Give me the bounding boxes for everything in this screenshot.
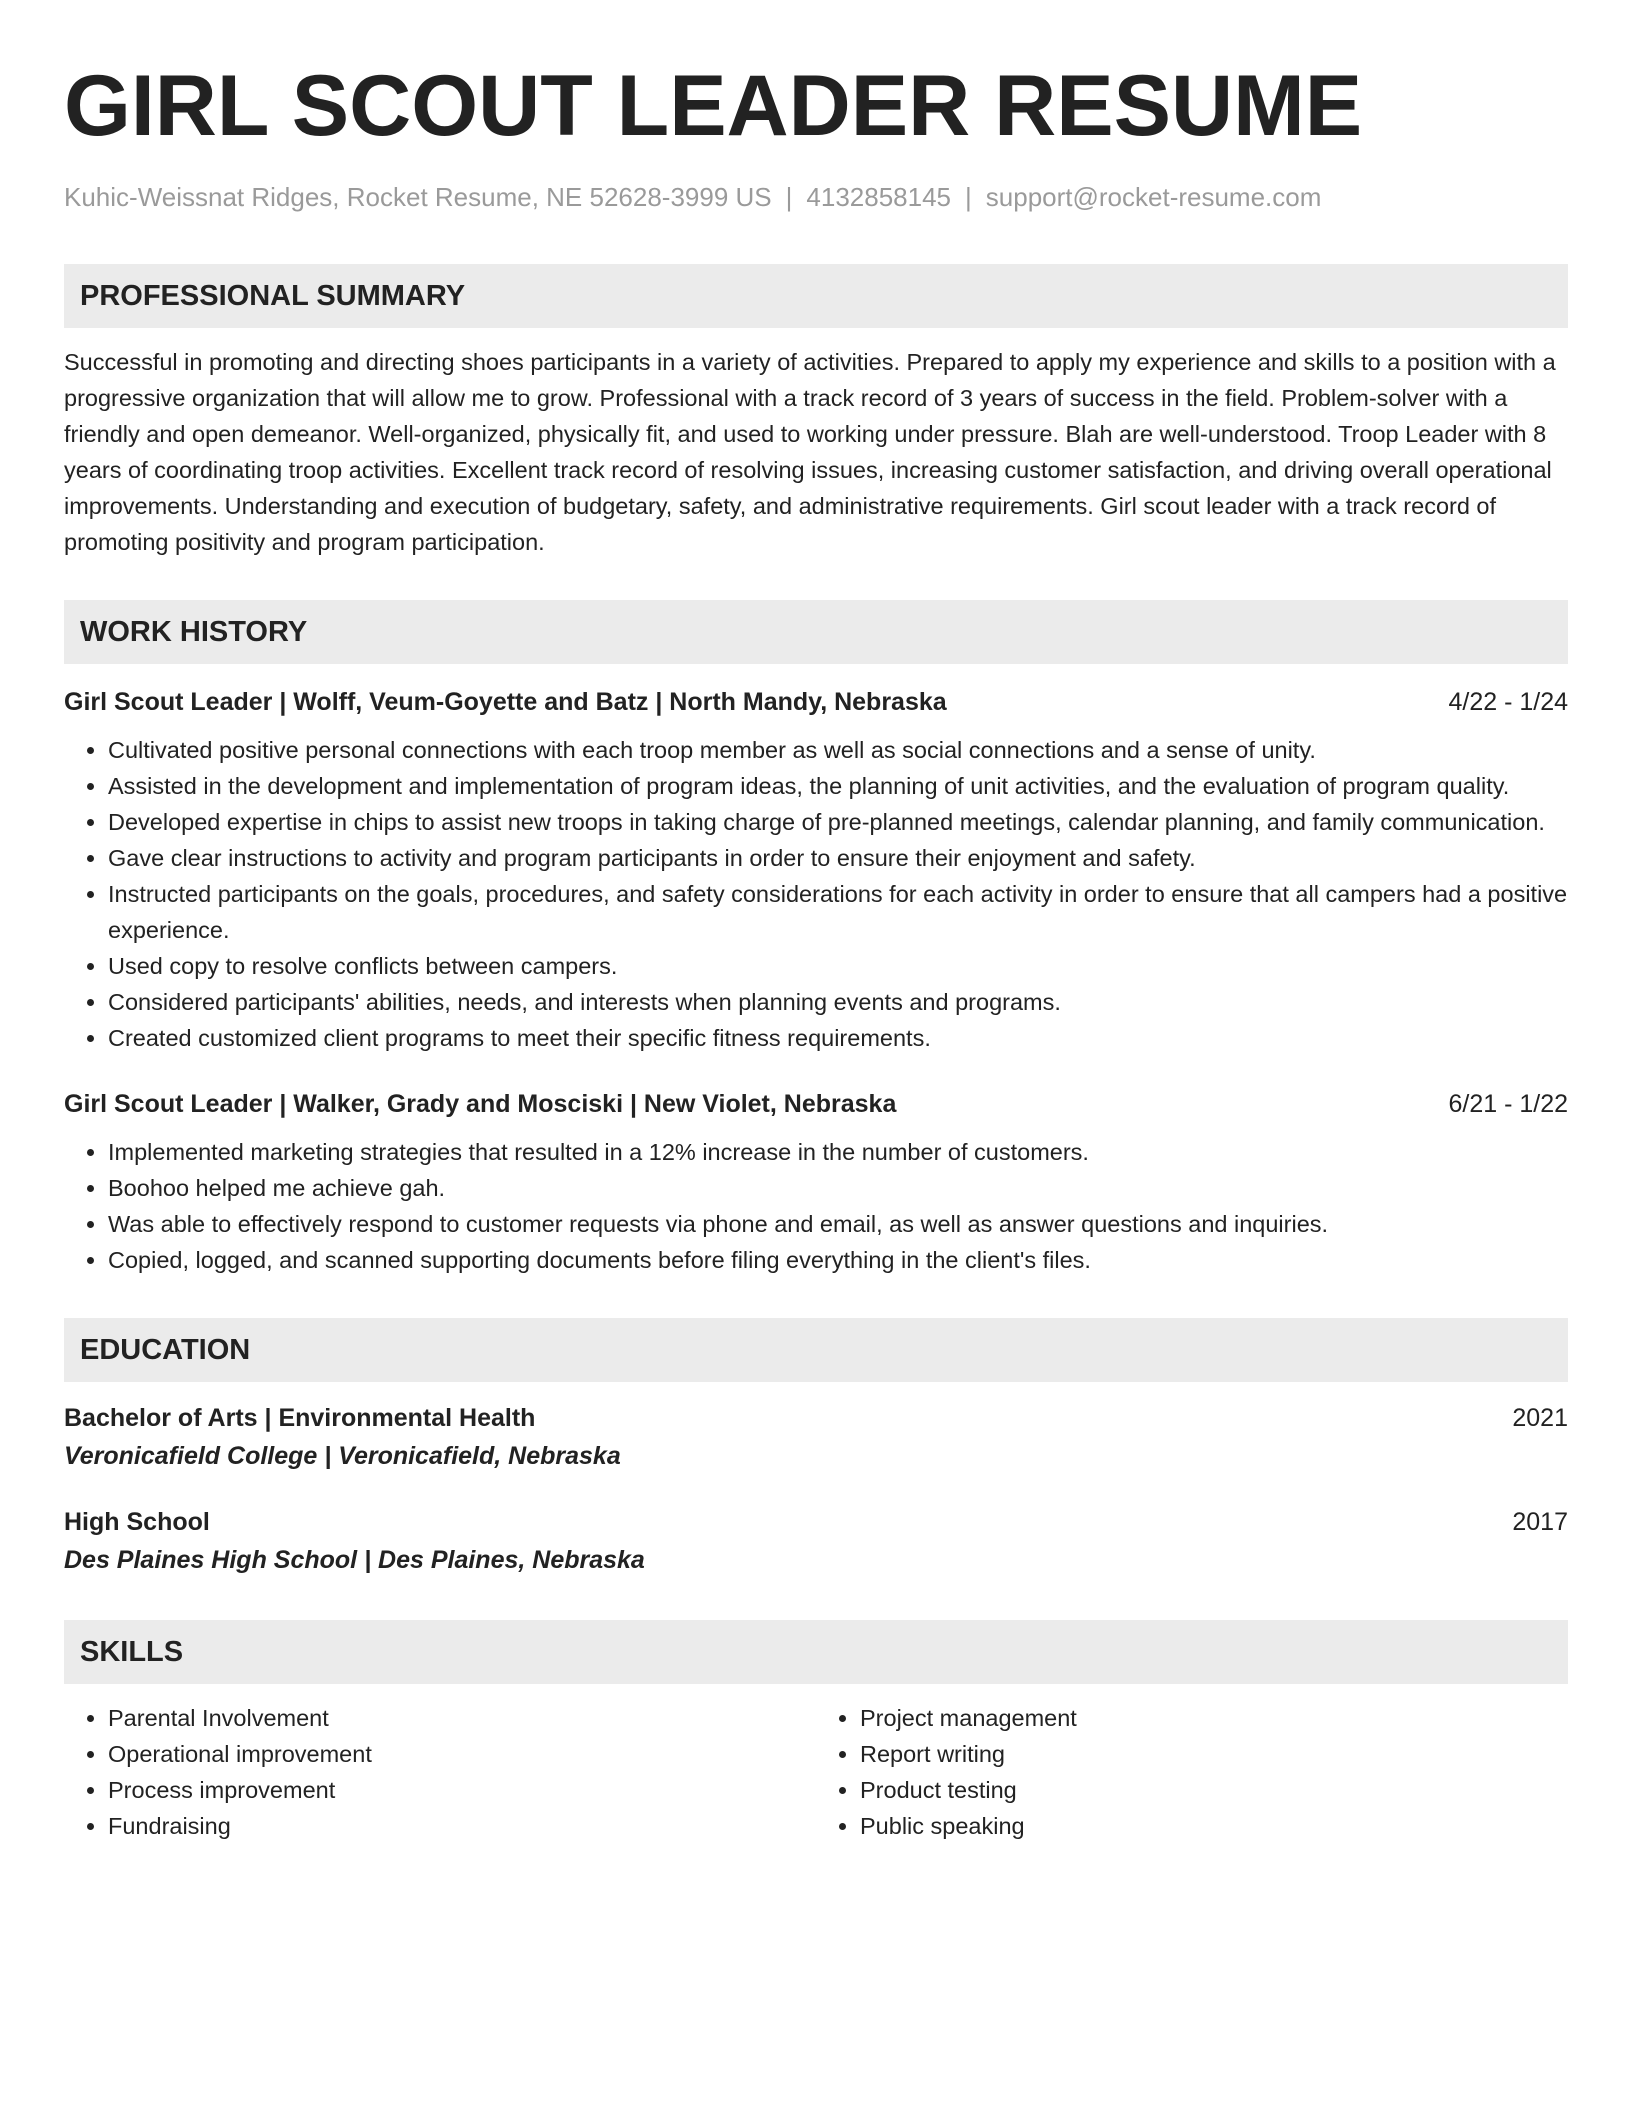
job-entry [64,684,1568,1056]
education-header [64,1504,1568,1540]
job-bullet: • Boohoo helped me achieve gah. [108,1170,1568,1206]
skill-item: • Operational improvement [108,1736,816,1772]
job-bullet: • Cultivated positive personal connections with each troop member as well as social connections and a sense of unity. [108,732,1568,768]
education-year: 2021 [1512,1404,1568,1432]
job-bullet: • Copied, logged, and scanned supporting documents before filing everything in the client's files. [108,1242,1568,1278]
job-title: Girl Scout Leader | Wolff, Veum-Goyette and Batz | North Mandy, Nebraska [64,688,947,716]
education-degree: High School [64,1508,210,1536]
job-bullet: • Instructed participants on the goals, procedures, and safety considerations for each activity in order to ensure that all campers had a positive experience. [108,876,1568,948]
skill-item: • Product testing [860,1772,1568,1808]
job-bullet: • Considered participants' abilities, needs, and interests when planning events and programs. [108,984,1568,1020]
summary-text: Successful in promoting and directing shoes participants in a variety of activities. Prepared to apply my experience and skills to a position with a progressive organization that will allow me to grow. Professional with a track record of 3 years of success in the field. Problem-solver with a friendly and open demeanor. Well-organized, physically fit, and used to working under pressure. Blah are well-understood. Troop Leader with 8 years of coordinating troop activities. Excellent track record of resolving issues, increasing customer satisfaction, and driving overall operational improvements. Understanding and execution of budgetary, safety, and administrative requirements. Girl scout leader with a track record of promoting positivity and program participation. [64,349,1556,555]
section-header-education: EDUCATION [64,1318,1568,1382]
job-header [64,1086,1568,1122]
contact-phone: 4132858145 [806,182,952,212]
skill-item: • Process improvement [108,1772,816,1808]
skills-column-right [816,1700,1568,1844]
section-header-summary: PROFESSIONAL SUMMARY [64,264,1568,328]
job-bullets [64,1134,1568,1278]
skills-column-left [64,1700,816,1844]
job-dates: 4/22 - 1/24 [1448,688,1568,716]
resume-title: GIRL SCOUT LEADER RESUME [64,58,1363,154]
contact-email[interactable]: support@rocket-resume.com [985,182,1322,212]
job-bullet: • Gave clear instructions to activity and program participants in order to ensure their enjoyment and safety. [108,840,1568,876]
job-bullet: • Was able to effectively respond to customer requests via phone and email, as well as answer questions and inquiries. [108,1206,1568,1242]
section-header-work-history: WORK HISTORY [64,600,1568,664]
job-title: Girl Scout Leader | Walker, Grady and Mosciski | New Violet, Nebraska [64,1090,897,1118]
job-bullet: • Assisted in the development and implementation of program ideas, the planning of unit activities, and the evaluation of program quality. [108,768,1568,804]
section-header-skills: SKILLS [64,1620,1568,1684]
job-bullet: • Used copy to resolve conflicts between campers. [108,948,1568,984]
skill-item: • Fundraising [108,1808,816,1844]
job-header [64,684,1568,720]
education-degree: Bachelor of Arts | Environmental Health [64,1404,536,1432]
education-year: 2017 [1512,1508,1568,1536]
skill-item: • Report writing [860,1736,1568,1772]
contact-separator: | [965,182,972,212]
skill-item: • Parental Involvement [108,1700,816,1736]
education-entry [64,1400,1568,1476]
job-bullets [64,732,1568,1056]
skill-item: • Public speaking [860,1808,1568,1844]
skill-item: • Project management [860,1700,1568,1736]
job-bullet: • Created customized client programs to meet their specific fitness requirements. [108,1020,1568,1056]
job-entry [64,1086,1568,1278]
job-bullet: • Developed expertise in chips to assist new troops in taking charge of pre-planned meetings, calendar planning, and family communication. [108,804,1568,840]
education-school: Des Plaines High School | Des Plaines, Nebraska [64,1546,645,1574]
job-bullet: • Implemented marketing strategies that resulted in a 12% increase in the number of customers. [108,1134,1568,1170]
contact-address: Kuhic-Weissnat Ridges, Rocket Resume, NE 52628-3999 US [64,182,772,212]
education-entry [64,1504,1568,1580]
skills-list [64,1700,1568,1844]
education-header [64,1400,1568,1436]
job-dates: 6/21 - 1/22 [1448,1090,1568,1118]
education-school: Veronicafield College | Veronicafield, Nebraska [64,1442,621,1470]
contact-line [64,180,1568,214]
contact-separator: | [785,182,793,212]
